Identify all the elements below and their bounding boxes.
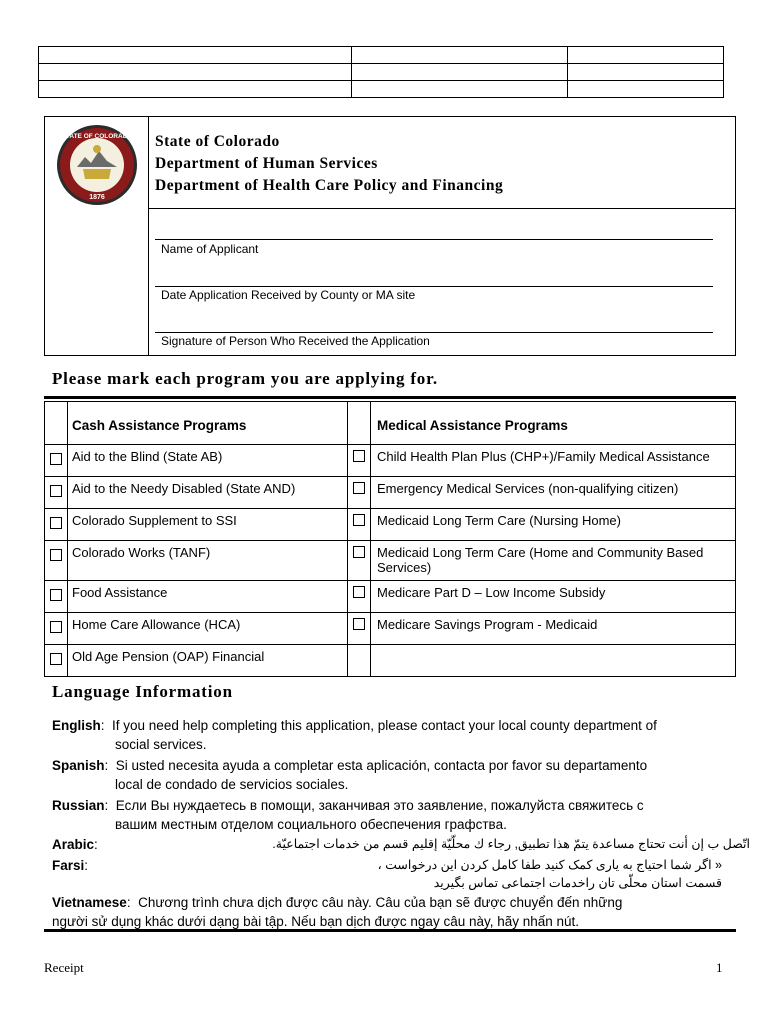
programs-title: Please mark each program you are applying for. (52, 369, 438, 388)
colorado-seal-icon (55, 123, 139, 207)
cash-program: Home Care Allowance (HCA) (68, 613, 348, 645)
english-text-2: social services. (115, 737, 207, 752)
table-row (45, 509, 736, 541)
table-row (45, 613, 736, 645)
arabic-label: Arabic (52, 837, 95, 852)
signature-line[interactable] (155, 332, 713, 333)
checkbox-medical-0[interactable] (353, 450, 365, 462)
name-of-applicant-label: Name of Applicant (161, 242, 259, 256)
seal-cell (45, 117, 149, 355)
english-text: If you need help completing this application, please contact your local county department of (112, 718, 657, 733)
table-row (45, 477, 736, 509)
russian-text: Если Вы нуждаетесь в помощи, заканчивая это заявление, пожалуйста свяжитесь с (115, 798, 644, 813)
medical-program: Emergency Medical Services (non-qualifying citizen) (371, 477, 736, 509)
org-dept-health-care: Department of Health Care Policy and Financing (155, 177, 504, 194)
language-title: Language Information (52, 682, 233, 701)
divider (44, 396, 736, 399)
header-box (44, 116, 736, 356)
english-label: English (52, 718, 101, 733)
table-row (45, 541, 736, 581)
vietnamese-label: Vietnamese (52, 895, 127, 910)
medical-program: Medicare Part D – Low Income Subsidy (371, 581, 736, 613)
cash-program: Food Assistance (68, 581, 348, 613)
farsi-label: Farsi (52, 858, 85, 873)
top-blank-grid (38, 46, 724, 98)
language-english: English: If you need help completing this application, please contact your local county department of social services. (52, 716, 742, 754)
divider (148, 208, 736, 209)
name-of-applicant-line[interactable] (155, 239, 713, 240)
cash-program: Aid to the Blind (State AB) (68, 445, 348, 477)
table-row (45, 581, 736, 613)
checkbox-medical-2[interactable] (353, 514, 365, 526)
checkbox-cash-3[interactable] (50, 549, 62, 561)
cash-program: Old Age Pension (OAP) Financial (68, 645, 348, 677)
seal-text: STATE OF COLORADO (61, 133, 133, 140)
checkbox-cash-0[interactable] (50, 453, 62, 465)
vietnamese-text-2: người sử dụng khác dưới dạng bài tập. Nếu bạn dịch được ngay câu này, hãy nhấn nút. (52, 914, 580, 929)
date-received-label: Date Application Received by County or MA site (161, 288, 416, 302)
cash-header: Cash Assistance Programs (68, 402, 348, 445)
checkbox-cash-5[interactable] (50, 621, 62, 633)
date-received-line[interactable] (155, 286, 713, 287)
language-arabic: Arabic: اتّصل ب إن أنت تحتاج مساعدة يتمّ هذا تطبيق, رجاء ك محلّيّة إقليم قسم من خدمات اجتماعيّة. (52, 837, 750, 852)
programs-table (44, 401, 736, 677)
medical-program: Child Health Plan Plus (CHP+)/Family Medical Assistance (371, 445, 736, 477)
russian-text-2: вашим местным отделом социального обеспечения графства. (115, 817, 507, 832)
cash-program: Colorado Works (TANF) (68, 541, 348, 581)
checkbox-medical-1[interactable] (353, 482, 365, 494)
medical-program: Medicaid Long Term Care (Nursing Home) (371, 509, 736, 541)
medical-program: Medicaid Long Term Care (Home and Community Based Services) (371, 541, 736, 581)
divider (44, 929, 736, 932)
org-state: State of Colorado (155, 133, 280, 150)
cash-program: Aid to the Needy Disabled (State AND) (68, 477, 348, 509)
medical-program (371, 645, 736, 677)
language-spanish: Spanish: Si usted necesita ayuda a completar esta aplicación, contacta por favor su departamento local de condado de servicios sociales. (52, 756, 742, 794)
spanish-label: Spanish (52, 758, 105, 773)
checkbox-medical-5[interactable] (353, 618, 365, 630)
signature-label: Signature of Person Who Received the Application (161, 334, 430, 348)
checkbox-medical-3[interactable] (353, 546, 365, 558)
table-header-row (45, 402, 736, 445)
vietnamese-text: Chương trình chưa dịch được câu này. Câu của bạn sẽ được chuyển đến những (138, 895, 623, 910)
language-vietnamese: Vietnamese: Chương trình chưa dịch được câu này. Câu của bạn sẽ được chuyển đến những người sử dụng khác dưới dạng bài tập. Nếu bạn dịch được ngay câu này, hãy nhấn nút. (52, 893, 742, 931)
language-farsi: Farsi: « اگر شما احتیاج به یاری کمک کنید طفا کامل کردن این درخواست ، قسمت استان محلّی تان راخدمات اجتماعی تماس بگیرید (52, 856, 742, 875)
organization-heading (155, 131, 503, 197)
russian-label: Russian (52, 798, 105, 813)
medical-header: Medical Assistance Programs (371, 402, 736, 445)
checkbox-cash-1[interactable] (50, 485, 62, 497)
arabic-text: اتّصل ب إن أنت تحتاج مساعدة يتمّ هذا تطبيق, رجاء ك محلّيّة إقليم قسم من خدمات اجتماعيّة. (272, 837, 750, 851)
checkbox-cash-6[interactable] (50, 653, 62, 665)
checkbox-medical-4[interactable] (353, 586, 365, 598)
farsi-text: « اگر شما احتیاج به یاری کمک کنید طفا کامل کردن این درخواست ، (377, 858, 722, 872)
spanish-text: Si usted necesita ayuda a completar esta aplicación, contacta por favor su departamento (115, 758, 648, 773)
cash-program: Colorado Supplement to SSI (68, 509, 348, 541)
spanish-text-2: local de condado de servicios sociales. (115, 777, 349, 792)
table-row (45, 645, 736, 677)
org-dept-human-services: Department of Human Services (155, 155, 378, 172)
language-russian: Russian: Если Вы нуждаетесь в помощи, заканчивая это заявление, пожалуйста свяжитесь с вашим местным отделом социального обеспечения графства. (52, 796, 742, 834)
seal-year: 1876 (89, 194, 105, 201)
table-row (45, 445, 736, 477)
medical-program: Medicare Savings Program - Medicaid (371, 613, 736, 645)
footer-label: Receipt (44, 960, 84, 975)
page-number: 1 (716, 960, 723, 975)
checkbox-cash-4[interactable] (50, 589, 62, 601)
checkbox-cash-2[interactable] (50, 517, 62, 529)
farsi-text-2: قسمت استان محلّی تان راخدمات اجتماعی تماس بگیرید (433, 876, 722, 890)
